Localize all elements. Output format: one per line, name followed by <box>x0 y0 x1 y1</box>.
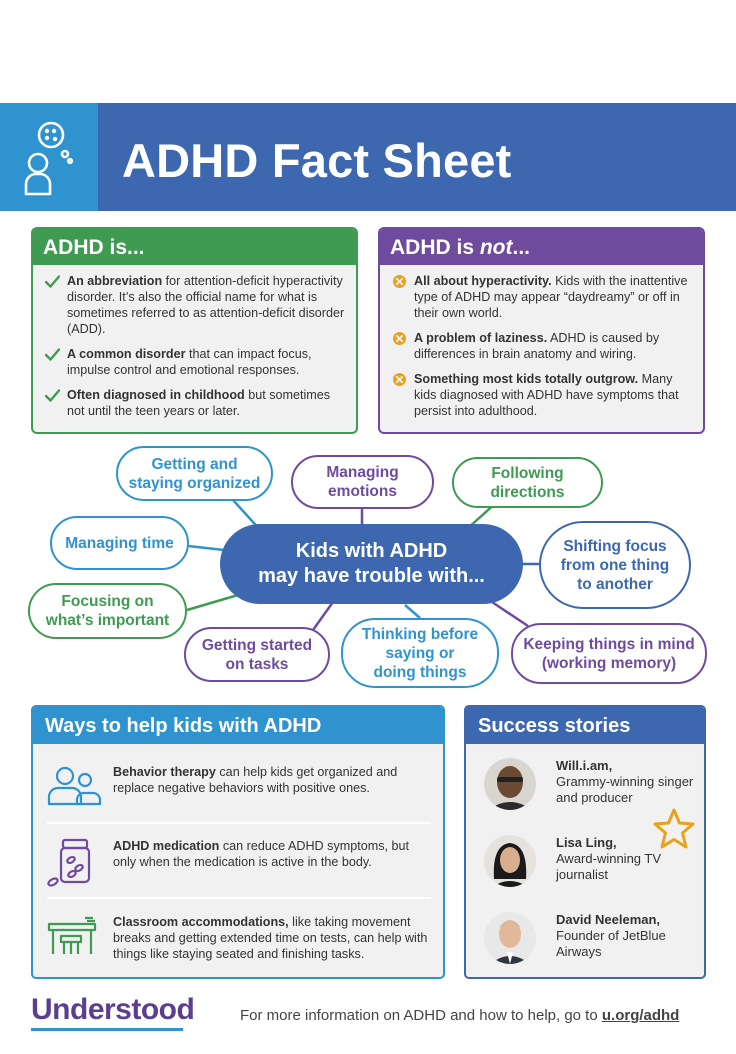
list-item: An abbreviation for attention-deficit hyperactivity disorder. It’s also the official name for what is sometimes referred to as attention-deficit disorder (ADD). <box>45 273 346 337</box>
success-title: Success stories <box>466 707 704 744</box>
adhd-is-title: ADHD is... <box>33 229 356 265</box>
adhd-is-not-box <box>378 227 705 434</box>
header-icon-box <box>0 103 98 211</box>
bubble-managing-time: Managing time <box>50 516 189 570</box>
divider <box>47 822 431 824</box>
bubble-shifting-focus: Shifting focus from one thing to another <box>539 521 691 609</box>
head-with-thought-bubble-icon <box>18 117 78 197</box>
x-circle-icon <box>392 331 407 346</box>
list-item: A common disorder that can impact focus, impulse control and emotional responses. <box>45 346 346 378</box>
bubble-following-directions: Following directions <box>452 457 603 508</box>
ways-title: Ways to help kids with ADHD <box>33 707 443 744</box>
ways-to-help-box <box>31 705 445 979</box>
footer-text: For more information on ADHD and how to help, go to u.org/adhd <box>240 1007 680 1024</box>
bubble-working-memory: Keeping things in mind (working memory) <box>511 623 707 684</box>
person-text: David Neeleman, Founder of JetBlue Airways <box>556 912 666 959</box>
adhd-is-not-title: ADHD is not... <box>380 229 703 265</box>
adhd-is-box <box>31 227 358 434</box>
person-text: Will.i.am, Grammy-winning singer and producer <box>556 758 694 805</box>
pill-bottle-icon <box>47 838 103 888</box>
divider <box>47 897 431 899</box>
list-item: Often diagnosed in childhood but sometimes not until the teen years or later. <box>45 387 346 419</box>
header-banner <box>0 103 736 211</box>
way-text: ADHD medication can reduce ADHD symptoms, but only when the medication is active in the body. <box>113 839 410 869</box>
success-stories-box <box>464 705 706 979</box>
bubble-getting-started: Getting started on tasks <box>184 627 330 682</box>
checkmark-icon <box>45 388 60 403</box>
x-circle-icon <box>392 274 407 289</box>
bubble-thinking-before: Thinking before saying or doing things <box>341 618 499 688</box>
avatar <box>484 912 536 964</box>
people-icon <box>47 764 103 808</box>
avatar <box>484 835 536 887</box>
checkmark-icon <box>45 347 60 362</box>
mindmap-center: Kids with ADHD may have trouble with... <box>220 524 523 604</box>
way-text: Classroom accommodations, like taking movement breaks and getting extended time on tests, can help with things like staying seated and finishing tasks. <box>113 915 428 961</box>
page-title: ADHD Fact Sheet <box>122 134 512 187</box>
person-text: Lisa Ling, Award-winning TV journalist <box>556 835 662 882</box>
logo-underline <box>31 1028 183 1031</box>
bubble-managing-emotions: Managing emotions <box>291 455 434 509</box>
bubble-getting-organized: Getting and staying organized <box>116 446 273 501</box>
checkmark-icon <box>45 274 60 289</box>
way-text: Behavior therapy can help kids get organized and replace negative behaviors with positive ones. <box>113 765 398 795</box>
list-item: Something most kids totally outgrow. Many kids diagnosed with ADHD have symptoms that persist into adulthood. <box>392 371 693 419</box>
desk-icon <box>47 914 103 958</box>
list-item: A problem of laziness. ADHD is caused by differences in brain anatomy and wiring. <box>392 330 693 362</box>
understood-logo: Understood <box>31 993 195 1026</box>
x-circle-icon <box>392 372 407 387</box>
avatar <box>484 758 536 810</box>
bubble-focusing-important: Focusing on what’s important <box>28 583 187 639</box>
footer-link[interactable]: u.org/adhd <box>601 1007 680 1024</box>
list-item: All about hyperactivity. Kids with the inattentive type of ADHD may appear “daydreamy” or off in their own world. <box>392 273 693 321</box>
